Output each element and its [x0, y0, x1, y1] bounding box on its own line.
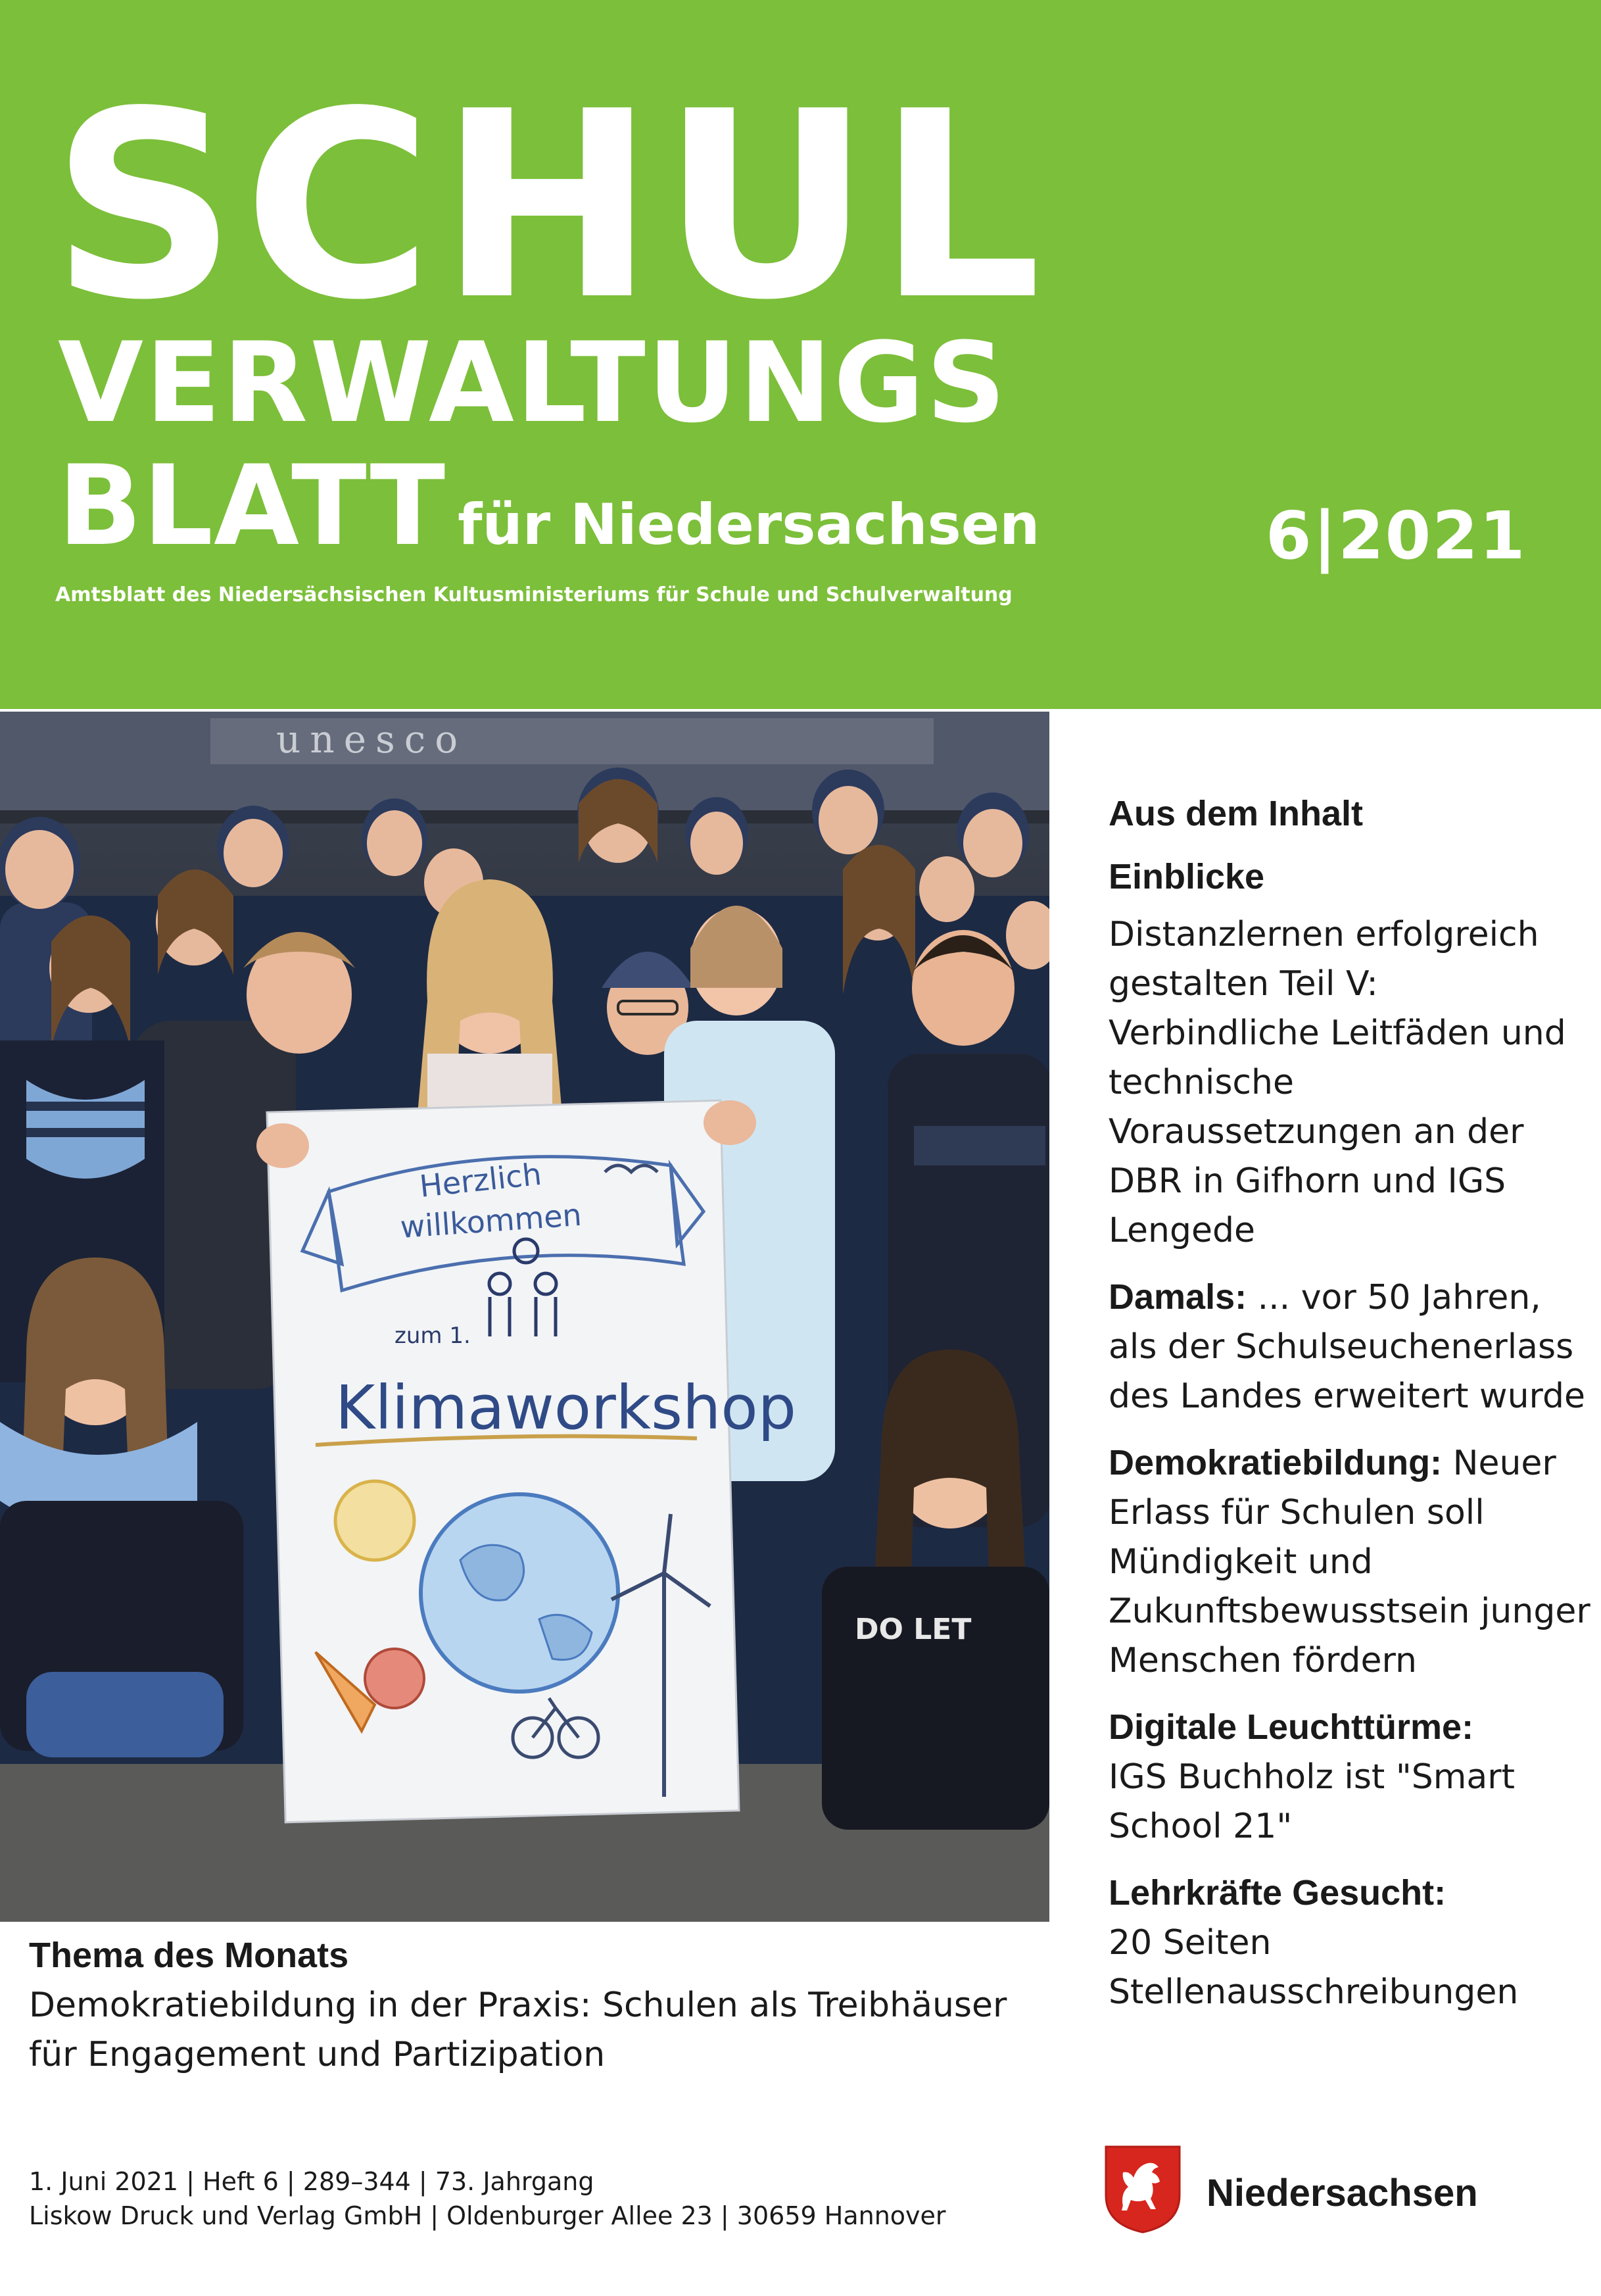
contents-item-text: IGS Buchholz ist "Smart School 21" [1109, 1757, 1516, 1846]
theme-of-the-month [29, 1938, 1055, 2080]
contents-item [1109, 1703, 1595, 1851]
contents-item-text: Neuer Erlass für Schulen soll Mündigkeit und Zukunftsbewusstsein junger Menschen fördern [1109, 1444, 1590, 1680]
masthead-title-blatt-row [58, 441, 1040, 570]
contents-item-text: ... vor 50 Jahren, als der Schulseuchenerlass des Landes erweitert wurde [1109, 1278, 1586, 1416]
svg-text:DO LET: DO LET [855, 1613, 972, 1646]
masthead [0, 0, 1601, 709]
masthead-subtitle: Amtsblatt des Niedersächsischen Kultusministeriums für Schule und Schulverwaltung [55, 583, 1013, 606]
table-of-contents [1109, 796, 1595, 2017]
publisher-info: Liskow Druck und Verlag GmbH | Oldenburger Allee 23 | 30659 Hannover [29, 2201, 946, 2230]
masthead-title-region: für Niedersachsen [458, 492, 1040, 558]
building-sign-text: unesco [276, 717, 467, 762]
cover-photo [0, 712, 1049, 1922]
contents-item [1109, 910, 1595, 1256]
contents-section-title: Einblicke [1109, 857, 1265, 896]
state-logo-name: Niedersachsen [1207, 2172, 1478, 2214]
banner-text-line2: willkommen [399, 1196, 583, 1245]
contents-item-lead: Demokratiebildung: [1109, 1443, 1443, 1482]
students-group [0, 768, 1049, 1830]
masthead-title-verwaltungs: VERWALTUNGS [58, 318, 1008, 447]
contents-item [1109, 1869, 1595, 2017]
banner-text-line1: Herzlich [418, 1156, 544, 1204]
welcome-banner [256, 1100, 796, 1822]
banner-text-line3: zum 1. [394, 1323, 471, 1349]
contents-item [1109, 1273, 1595, 1421]
issue-info: 1. Juni 2021 | Heft 6 | 289–344 | 73. Jahrgang [29, 2167, 594, 2196]
masthead-title-blatt: BLATT [58, 441, 446, 570]
contents-item-lead: Damals: [1109, 1277, 1247, 1317]
contents-item [1109, 1438, 1595, 1686]
banner-text-line4: Klimaworkshop [335, 1373, 797, 1443]
contents-item-text: 20 Seiten Stellenausschreibungen [1109, 1923, 1519, 2012]
theme-text: Demokratiebildung in der Praxis: Schulen als Treibhäuser für Engagement und Partizipation [29, 1986, 1007, 2074]
contents-heading: Aus dem Inhalt [1109, 794, 1364, 833]
theme-title: Thema des Monats [29, 1936, 349, 1975]
contents-item-lead: Lehrkräfte Gesucht: [1109, 1873, 1446, 1913]
contents-item-lead: Digitale Leuchttürme: [1109, 1707, 1474, 1747]
contents-item-text: Distanzlernen erfolgreich gestalten Teil V: Verbindliche Leitfäden und technische Voraussetzungen an der DBR in Gifhorn und IGS Lengede [1109, 915, 1566, 1250]
lower-saxony-horse-coat-of-arms-icon [1103, 2144, 1182, 2235]
masthead-title-schul: SCHUL [51, 57, 1049, 356]
issue-number: 6|2021 [1266, 497, 1527, 574]
